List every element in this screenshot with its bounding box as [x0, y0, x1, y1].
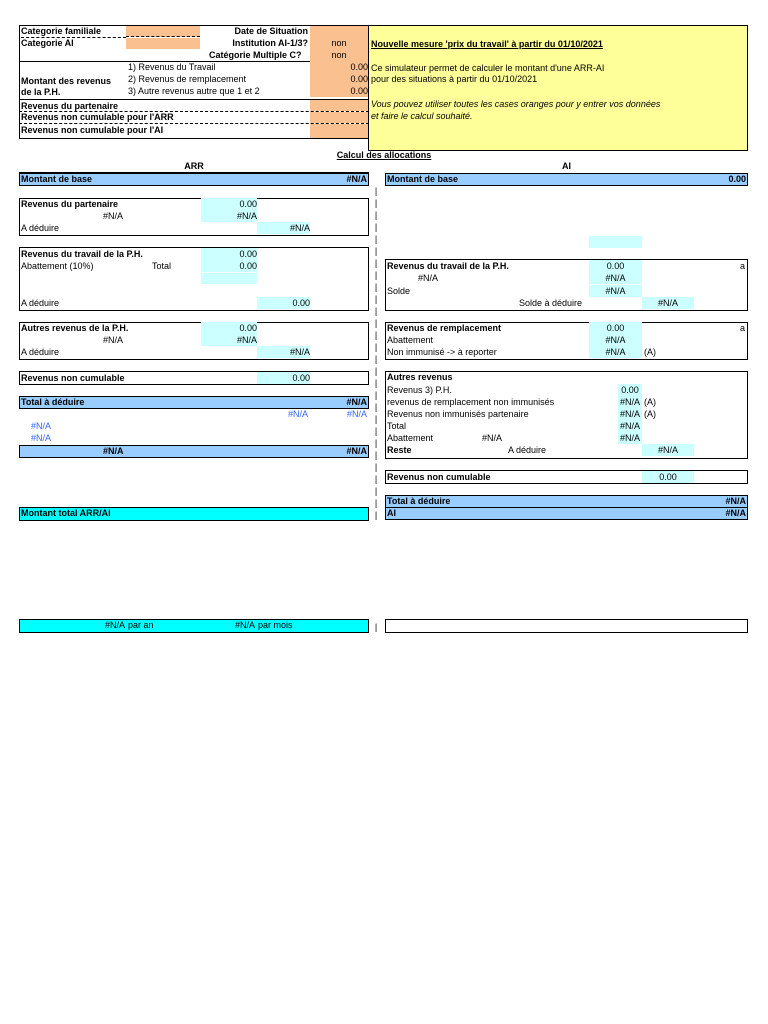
column-separator-bar: | [374, 318, 378, 328]
ai-remplacement-label: Revenus de remplacement [387, 323, 502, 333]
column-separator-bar: | [374, 462, 378, 472]
column-separator-bar: | [374, 330, 378, 340]
input-rev3[interactable]: 0.00 [310, 85, 368, 97]
input-rev2[interactable]: 0.00 [310, 73, 368, 85]
column-separator-bar: | [374, 474, 378, 484]
ai-abattement2-mid: #N/A [482, 433, 503, 443]
column-separator-bar: | [374, 354, 378, 364]
ai-travail-value: 0.00 [589, 260, 642, 272]
arr-partenaire-deduire-value: #N/A [257, 222, 310, 234]
label-de-la-ph: de la P.H. [21, 87, 61, 97]
column-separator-bar: | [374, 438, 378, 448]
ai-travail-na1: #N/A [418, 273, 439, 283]
par-an-value: #N/A [104, 620, 125, 630]
ai-abattement2-value: #N/A [619, 433, 640, 443]
input-categorie-familiale[interactable] [126, 26, 200, 37]
ai-abattement-label: Abattement [387, 335, 434, 345]
input-rev1[interactable]: 0.00 [310, 61, 368, 73]
ai-travail-suffix: a [740, 261, 746, 271]
column-separator-bar: | [374, 342, 378, 352]
ai-row-value: #N/A [725, 508, 746, 518]
label-institution: Institution AI-1/3? [232, 38, 308, 48]
ai-abattement2-label: Abattement [387, 433, 434, 443]
column-separator-bar: | [374, 282, 378, 292]
arr-result-na1: #N/A [103, 446, 124, 456]
column-separator-bar: | [374, 186, 378, 196]
label-categorie-familiale: Categorie familiale [21, 25, 126, 38]
arr-total-label: Total [152, 261, 172, 271]
par-an-label: par an [128, 620, 154, 630]
ai-rempl-non-imm-label: revenus de remplacement non immunisés [387, 397, 555, 407]
arr-link-1: #N/A [287, 409, 308, 419]
ai-solde-deduire-value: #N/A [642, 297, 694, 309]
arr-total-deduire-value: #N/A [346, 397, 367, 407]
input-non-cumul-arr[interactable] [310, 112, 368, 123]
info-title: Nouvelle mesure 'prix du travail' à partir du 01/10/2021 [371, 39, 603, 49]
arr-autres-na1: #N/A [103, 335, 124, 345]
input-institution[interactable]: non [310, 37, 368, 49]
ai-travail-label: Revenus du travail de la P.H. [387, 261, 509, 271]
ai-blank-cell [589, 236, 642, 248]
arr-link-2: #N/A [346, 409, 367, 419]
ai-solde-value: #N/A [589, 285, 642, 297]
label-date-situation: Date de Situation [234, 26, 308, 36]
arr-abattement-label: Abattement (10%) [21, 261, 94, 271]
column-separator-bar: | [374, 198, 378, 208]
info-line4: et faire le calcul souhaité. [371, 111, 473, 121]
ai-rempl-non-imm-value: #N/A [619, 397, 640, 407]
arr-non-cumul-label: Revenus non cumulable [21, 373, 125, 383]
ai-total-label: Total [387, 421, 407, 431]
column-separator-bar: | [374, 622, 378, 632]
ai-remplacement-value: 0.00 [589, 322, 642, 334]
arr-autres-na2: #N/A [201, 334, 257, 346]
column-separator-bar: | [374, 210, 378, 220]
arr-partenaire-value: 0.00 [201, 198, 257, 210]
label-rev3: 3) Autre revenus autre que 1 et 2 [128, 86, 260, 96]
arr-header: ARR [184, 161, 204, 171]
arr-partenaire-na2: #N/A [201, 210, 257, 222]
arr-travail-label: Revenus du travail de la P.H. [21, 249, 143, 259]
ai-non-immunise-label: Non immunisé -> à reporter [387, 347, 497, 357]
label-categorie-ai: Categorie AI [21, 38, 74, 48]
ai-total-deduire-label: Total à déduire [387, 496, 451, 506]
arr-autres-deduire-value: #N/A [257, 346, 310, 358]
ai-remplacement-suffix: a [740, 323, 746, 333]
column-separator-bar: | [374, 510, 378, 520]
column-separator-bar: | [374, 498, 378, 508]
info-line3: Vous pouvez utiliser toutes les cases oranges pour y entrer vos données [371, 99, 661, 109]
ai-header: AI [562, 161, 571, 171]
arr-autres-value: 0.00 [201, 322, 257, 334]
ai-non-immunise-value: #N/A [589, 346, 642, 358]
ai-reste-deduire-label: A déduire [508, 445, 547, 455]
ai-rempl-non-imm-mark: (A) [644, 397, 656, 407]
label-non-cumul-arr: Revenus non cumulable pour l'ARR [21, 112, 174, 122]
arr-montant-base-value: #N/A [346, 174, 367, 184]
arr-travail-deduire-label: A déduire [21, 298, 60, 308]
label-rev1: 1) Revenus du Travail [128, 62, 216, 72]
ai-row-label: AI [387, 508, 396, 518]
par-mois-label: par mois [258, 620, 293, 630]
arr-travail-deduire-value: 0.00 [257, 297, 310, 309]
column-separator-bar: | [374, 246, 378, 256]
column-separator-bar: | [374, 366, 378, 376]
column-separator-bar: | [374, 450, 378, 460]
input-non-cumul-ai[interactable] [310, 124, 368, 138]
label-rev2: 2) Revenus de remplacement [128, 74, 247, 84]
result-row [19, 619, 369, 633]
ai-total-value: #N/A [619, 421, 640, 431]
ai-rev3-label: Revenus 3) P.H. [387, 385, 452, 395]
column-separator-bar: | [374, 306, 378, 316]
column-separator-bar: | [374, 270, 378, 280]
column-separator-bar: | [374, 234, 378, 244]
ai-autres-label: Autres revenus [387, 372, 453, 382]
arr-montant-base-label: Montant de base [21, 174, 93, 184]
ai-travail-na2: #N/A [589, 272, 642, 284]
arr-partenaire-deduire-label: A déduire [21, 223, 60, 233]
column-separator-bar: | [374, 390, 378, 400]
ai-montant-base-label: Montant de base [387, 174, 459, 184]
info-line2: pour des situations à partir du 01/10/2021 [371, 74, 538, 84]
ai-total-deduire-value: #N/A [725, 496, 746, 506]
ai-part-non-imm-mark: (A) [644, 409, 656, 419]
ai-reste-label: Reste [387, 445, 412, 455]
ai-non-cumul-value: 0.00 [642, 471, 694, 483]
column-separator-bar: | [374, 426, 378, 436]
label-categorie-multiple: Catégorie Multiple C? [209, 50, 302, 60]
input-categorie-multiple[interactable]: non [310, 49, 368, 61]
arr-partenaire-label: Revenus du partenaire [21, 199, 119, 209]
info-line1: Ce simulateur permet de calculer le montant d'une ARR-AI [371, 63, 605, 73]
ai-result-box [385, 619, 748, 633]
input-date-situation[interactable] [310, 26, 368, 37]
ai-reste-deduire-value: #N/A [642, 444, 694, 456]
arr-travail-value: 0.00 [201, 248, 257, 260]
arr-autres-label: Autres revenus de la P.H. [21, 323, 129, 333]
par-mois-value: #N/A [234, 620, 255, 630]
ai-non-cumul-label: Revenus non cumulable [387, 472, 491, 482]
column-separator-bar: | [374, 486, 378, 496]
arr-link-4: #N/A [31, 433, 52, 443]
input-rev-partenaire[interactable] [310, 100, 368, 111]
arr-total-deduire-label: Total à déduire [21, 397, 85, 407]
arr-autres-deduire-label: A déduire [21, 347, 60, 357]
montant-total-label: Montant total ARR/AI [21, 508, 111, 518]
arr-non-cumul-value: 0.00 [257, 372, 310, 384]
column-separator-bar: | [374, 402, 378, 412]
label-montant-revenus: Montant des revenus [21, 76, 112, 86]
column-separator-bar: | [374, 294, 378, 304]
arr-total-value: 0.00 [201, 260, 257, 272]
ai-part-non-imm-label: Revenus non immunisés partenaire [387, 409, 529, 419]
column-separator-bar: | [374, 258, 378, 268]
ai-montant-base-value: 0.00 [728, 174, 746, 184]
ai-solde-deduire-label: Solde à déduire [519, 298, 583, 308]
label-rev-partenaire: Revenus du partenaire [21, 101, 119, 111]
ai-non-immunise-mark: (A) [644, 347, 656, 357]
ai-solde-label: Solde [387, 286, 411, 296]
ai-part-non-imm-value: #N/A [619, 409, 640, 419]
calc-title: Calcul des allocations [336, 150, 432, 160]
input-categorie-ai[interactable] [126, 38, 200, 49]
arr-partenaire-na1: #N/A [103, 211, 124, 221]
arr-link-3: #N/A [31, 421, 52, 431]
column-separator-bar: | [374, 222, 378, 232]
column-separator-bar: | [374, 378, 378, 388]
ai-rev3-value: 0.00 [618, 384, 642, 396]
ai-abattement-value: #N/A [589, 334, 642, 346]
arr-travail-blank [201, 273, 257, 284]
column-separator-bar: | [374, 414, 378, 424]
arr-result-na2: #N/A [346, 446, 367, 456]
label-non-cumul-ai: Revenus non cumulable pour l'AI [21, 125, 164, 135]
